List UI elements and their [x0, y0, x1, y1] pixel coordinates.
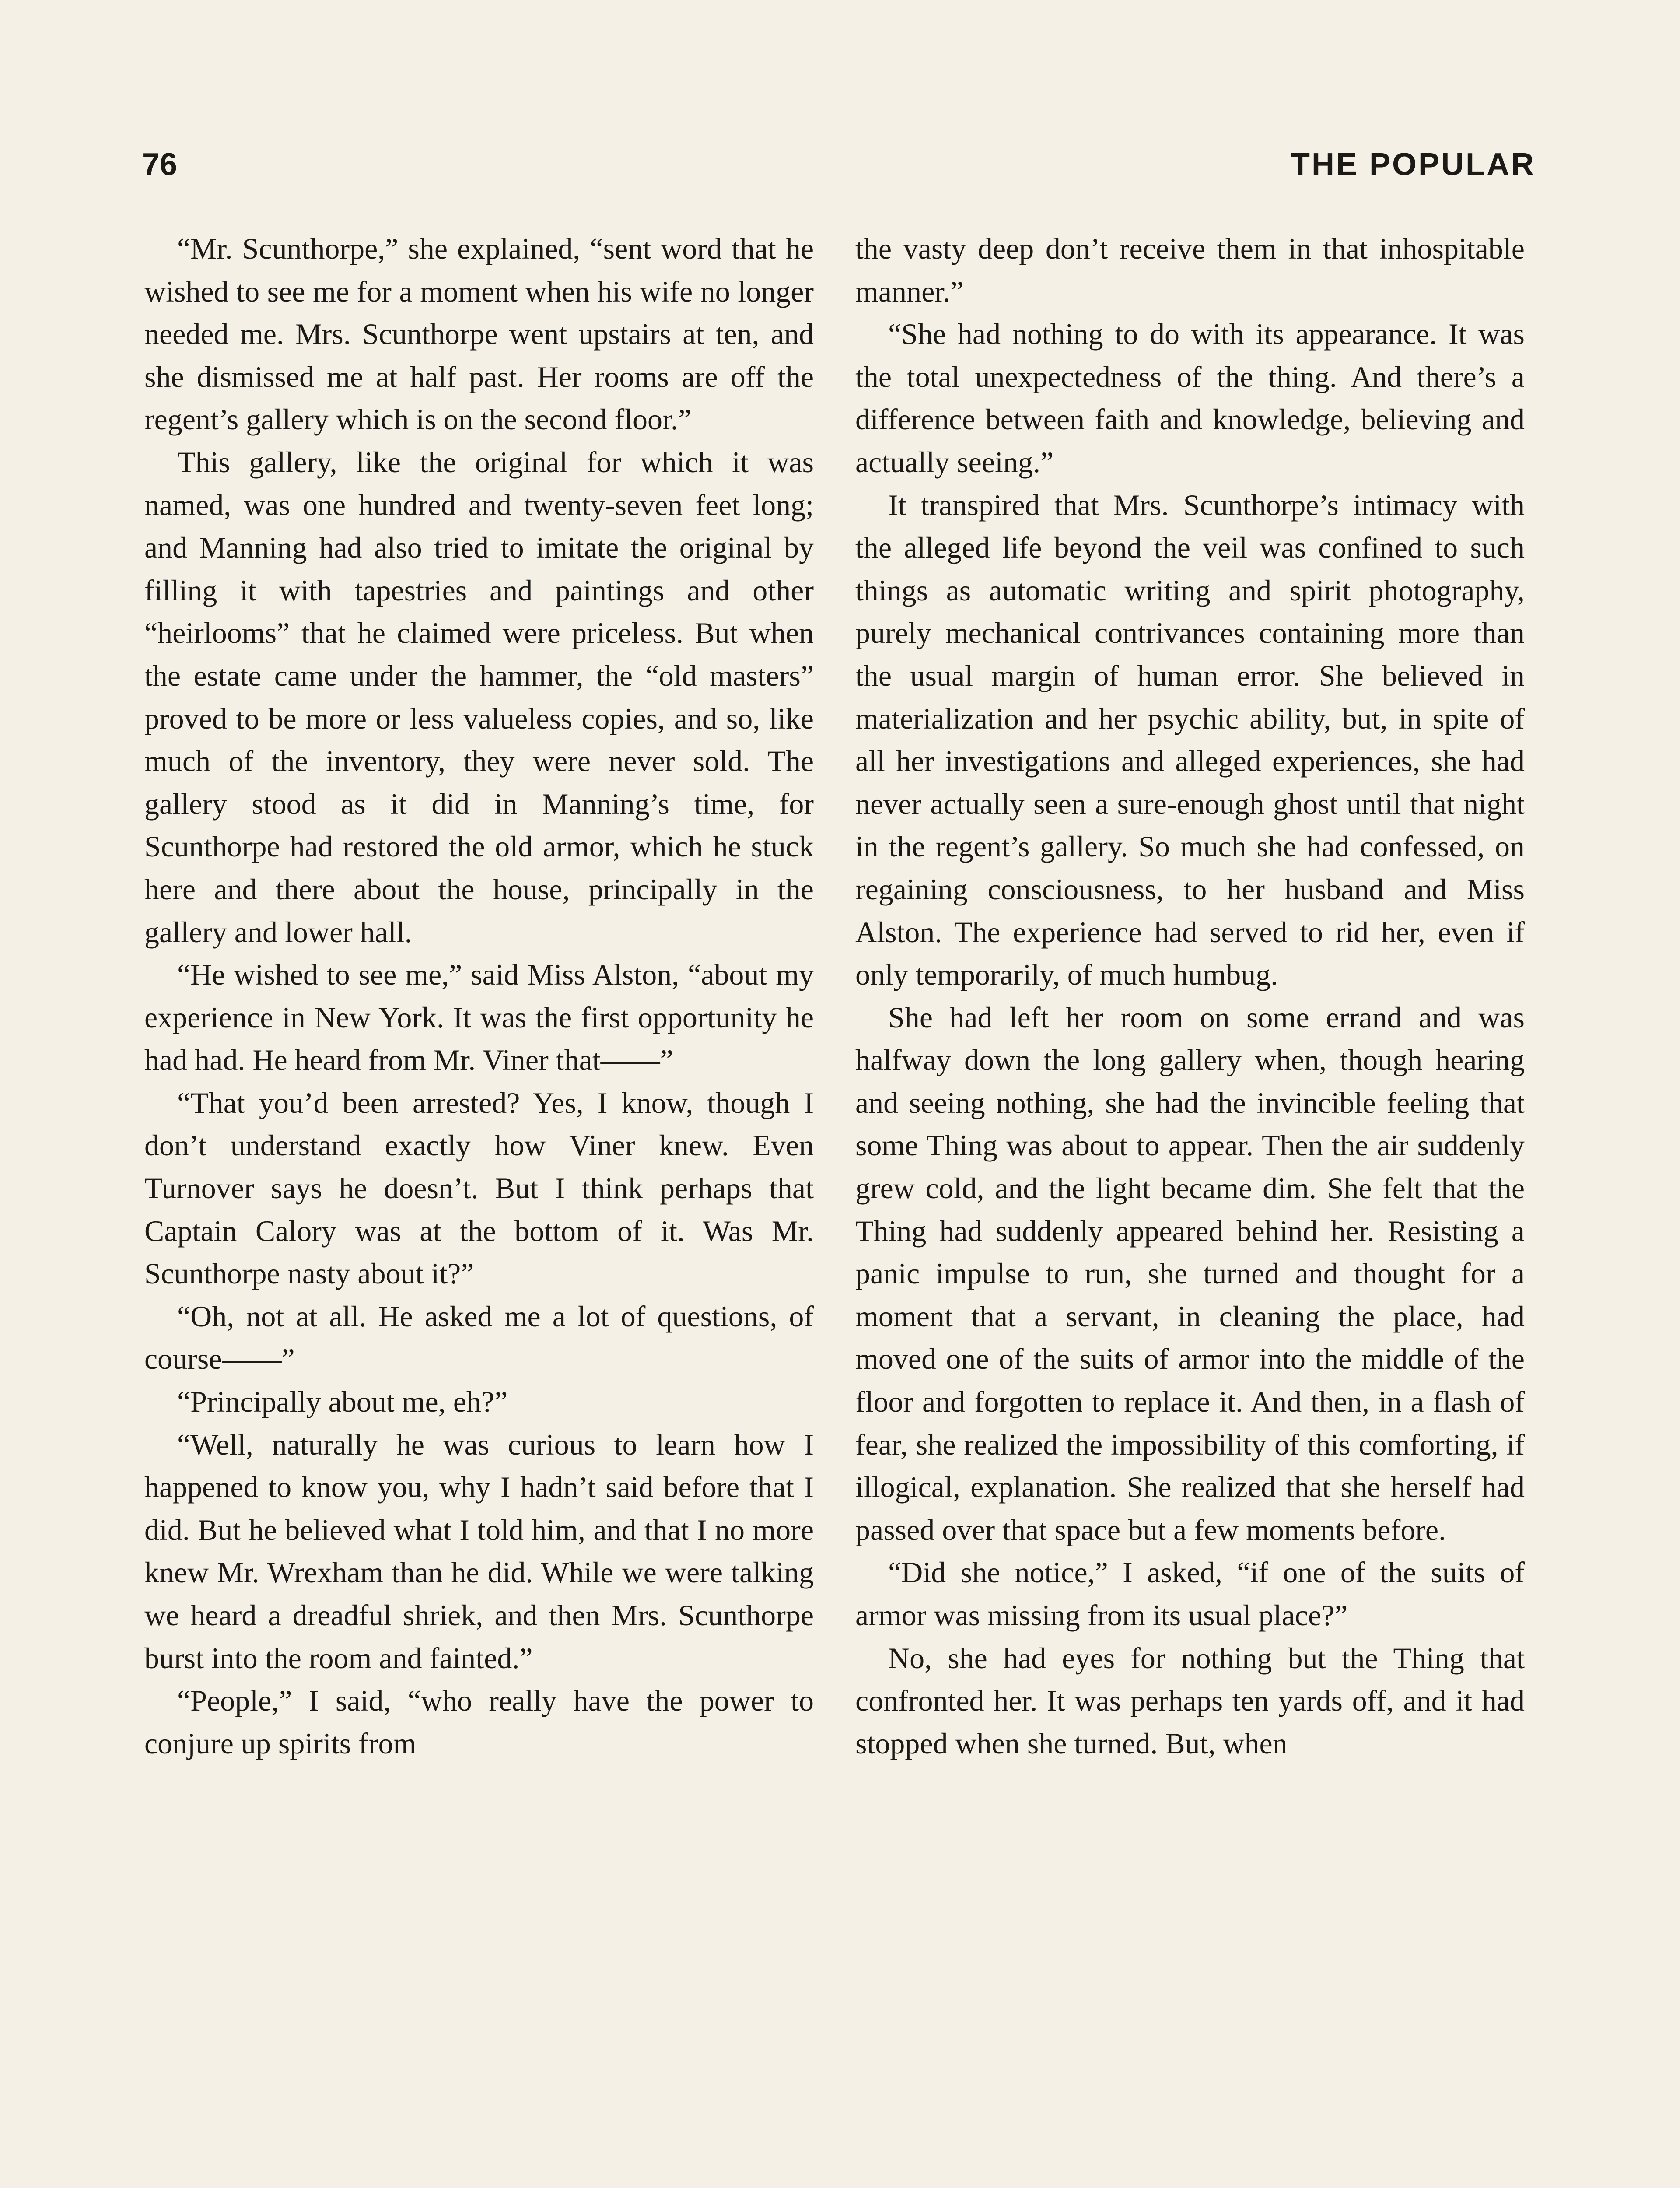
paragraph: “Did she notice,” I asked, “if one of the suits of armor was missing from its usual place?” [855, 1556, 1525, 1632]
paragraph: “Mr. Scunthorpe,” she explained, “sent word that he wished to see me for a moment when his wife no longer needed me. Mrs. Scunthorpe went upstairs at ten, and she dismissed me at half past. Her rooms are off the regent’s gallery which is on the second floor.” [144, 232, 814, 436]
paragraph: No, she had eyes for nothing but the Thing that confronted her. It was perhaps ten yards off, and it had stopped when she turned. But, when [855, 1641, 1525, 1760]
paragraph: “That you’d been arrested? Yes, I know, though I don’t understand exactly how Viner knew. Even Turnover says he doesn’t. But I think perhaps that Captain Calory was at the bottom of it. Was Mr. Scunthorpe nasty about it?” [144, 1086, 814, 1290]
paragraph: “He wished to see me,” said Miss Alston, “about my experience in New York. It was the first opportunity he had had. He heard from Mr. Viner that——” [144, 958, 814, 1077]
paragraph: “Oh, not at all. He asked me a lot of questions, of course——” [144, 1299, 814, 1376]
running-head: THE POPULAR [1290, 147, 1536, 182]
paragraph: It transpired that Mrs. Scunthorpe’s intimacy with the alleged life beyond the veil was confined to such things as automatic writing and spirit photography, purely mechanical contrivances containing more than the usual margin of human error. She believed in materialization and her psychic ability, but, in spite of all her investigations and alleged experiences, she had never actually seen a sure-enough ghost until that night in the regent’s gallery. So much she had confessed, on regaining consciousness, to her husband and Miss Alston. The experience had served to rid her, even if only temporarily, of much humbug. [855, 488, 1525, 992]
paragraph: “People,” I said, “who really have the power to conjure up spirits from [144, 1684, 814, 1760]
right-column [855, 228, 1525, 1765]
paragraph: This gallery, like the original for which it was named, was one hundred and twenty-seven feet long; and Manning had also tried to imitate the original by filling it with tapestries and paintings and other “heirlooms” that he claimed were priceless. But when the estate came under the hammer, the “old masters” proved to be more or less valueless copies, and so, like much of the inventory, they were never sold. The gallery stood as it did in Manning’s time, for Scunthorpe had restored the old armor, which he stuck here and there about the house, principally in the gallery and lower hall. [144, 445, 814, 949]
paragraph: “Principally about me, eh?” [177, 1385, 508, 1419]
page-number: 76 [142, 147, 178, 182]
paragraph: She had left her room on some errand and was halfway down the long gallery when, though hearing and seeing nothing, she had the invincible feeling that some Thing was about to appear. Then the air suddenly grew cold, and the light became dim. She felt that the Thing had suddenly appeared behind her. Resisting a panic impulse to run, she turned and thought for a moment that a servant, in cleaning the place, had moved one of the suits of armor into the middle of the floor and forgotten to replace it. And then, in a flash of fear, she realized the impossibility of this comforting, if illogical, explanation. She realized that she herself had passed over that space but a few moments before. [855, 1000, 1525, 1546]
left-column [144, 228, 814, 1765]
paragraph: “She had nothing to do with its appearance. It was the total unexpectedness of the thing. And there’s a difference between faith and knowledge, believing and actually seeing.” [855, 317, 1525, 479]
paragraph: “Well, naturally he was curious to learn how I happened to know you, why I hadn’t said before that I did. But he believed what I told him, and that I no more knew Mr. Wrexham than he did. While we were talking we heard a dreadful shriek, and then Mrs. Scunthorpe burst into the room and fainted.” [144, 1427, 814, 1675]
continued-paragraph: the vasty deep don’t receive them in that inhospitable manner.” [855, 232, 1525, 308]
